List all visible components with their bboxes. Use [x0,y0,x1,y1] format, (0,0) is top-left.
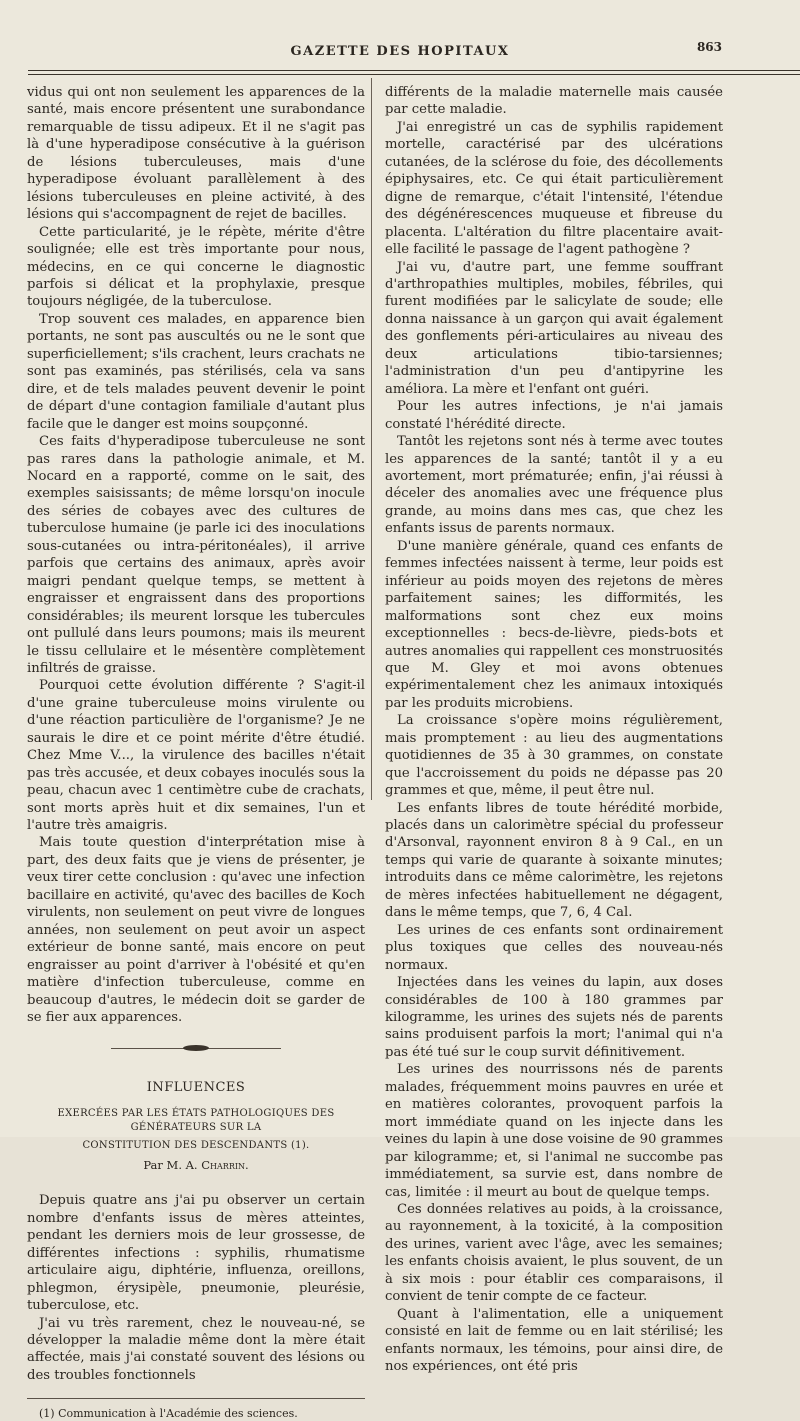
byline [27,1157,365,1174]
left-column [27,84,365,1421]
column-divider [371,78,372,800]
paragraph: La croissance s'opère moins régulièrement, mais promptement : au lieu des augmentations quotidiennes de 35 à 30 grammes, on constate que l'accroissement du poids ne dépasse pas 20 grammes et que, même, il peut être nul. [385,713,723,799]
section-separator [111,1048,281,1055]
paragraph: Ces faits d'hyperadipose tuberculeuse ne sont pas rares dans la pathologie animale, et M. Nocard en a rapporté, comme on le sait, des exemples saisissants; de même lorsqu'on inocule des séries de cobayes avec des cultures de tuberculose humaine (je parle ici des inoculations sous-cutanées ou intra-péritonéales), il arrive parfois que certains des animaux, après avoir maigri pendant quelque temps, se mettent à engraisser et engraissent dans des proportions considérables; ils meurent lorsque les tubercules ont pullulé dans leurs poumons; mais ils meurent le tissu cellulaire et le mésentère complètement infiltrés de graisse. [27,434,365,676]
running-head [0,40,800,64]
paragraph: Injectées dans les veines du lapin, aux doses considérables de 100 à 180 grammes par kilogramme, les urines des sujets nés de parents sains produisent parfois la mort; l'animal qui n'a pas été tué sur le coup survit définitivement. [385,975,723,1060]
section-title: INFLUENCES [146,1080,246,1096]
paragraph: Les urines de ces enfants sont ordinairement plus toxiques que celles des nouveau-nés normaux. [385,922,723,973]
paragraph: Depuis quatre ans j'ai pu observer un certain nombre d'enfants issus de mères atteintes, pendant les derniers mois de leur grossesse, de différentes infections : syphilis, rhumatisme articulaire aigu, diphtérie, influenza, oreillons, phlegmon, érysipèle, pneumonie, pleurésie, tuberculose, etc. [27,1193,365,1314]
author-name: Charrin. [201,1157,249,1172]
paragraph: différents de la maladie maternelle mais causée par cette maladie. [385,85,723,118]
byline-prefix: Par M. A. [143,1157,198,1172]
paragraph: Quant à l'alimentation, elle a uniquement consisté en lait de femme ou en lait stérilisé; les enfants normaux, les témoins, pour ainsi dire, de nos expériences, ont été pris [385,1306,723,1375]
page-number: 863 [696,40,722,54]
header-rule-top [28,70,800,71]
paragraph: Ces données relatives au poids, à la croissance, au rayonnement, à la toxicité, à la composition des urines, varient avec l'âge, avec les semaines; les enfants choisis avaient, le plus souvent, de un à six mois : pour établir ces comparaisons, il convient de tenir compte de ce facteur. [385,1202,723,1305]
paragraph: Cette particularité, je le répète, mérite d'être soulignée; elle est très importante pour nous, médecins, en ce qui concerne le diagnostic parfois si délicat et la prophylaxie, presque toujours négligée, de la tuberculose. [27,224,365,310]
paragraph: Tantôt les rejetons sont nés à terme avec toutes les apparences de la santé; tantôt il y a eu avortement, mort prématurée; enfin, j'ai réussi à déceler des anomalies avec une fréquence plus grande, au moins dans mes cas, que chez les enfants issus de parents normaux. [385,434,723,537]
right-column [385,84,723,1376]
paragraph: Pourquoi cette évolution différente ? S'agit-il d'une graine tuberculeuse moins virulente ou d'une réaction particulière de l'organisme? Je ne saurais le dire et ce point mérite d'être étudié. Chez Mme V..., la virulence des bacilles n'était pas très accusée, et deux cobayes inoculés sous la peau, chacun avec 1 centimètre cube de crachats, sont morts après huit et dix semaines, l'un et l'autre très amaigris. [27,678,365,834]
paragraph: D'une manière générale, quand ces enfants de femmes infectées naissent à terme, leur poids est inférieur au poids moyen des rejetons de mères parfaitement saines; les difformités, les malformations sont chez eux moins exceptionnelles : becs-de-lièvre, pieds-bots et autres anomalies qui rappellent ces monstruosités que M. Gley et moi avons obtenues expérimentalement chez les animaux intoxiqués par les produits microbiens. [385,538,723,711]
section-subtitle: EXERCÉES PAR LES ÉTATS PATHOLOGIQUES DES GÉNÉRATEURS SUR LA [57,1107,335,1133]
paragraph: Les enfants libres de toute hérédité morbide, placés dans un calorimètre spécial du professeur d'Arsonval, rayonnent environ 8 à 9 Cal., en un temps qui varie de quarante à soixante minutes; introduits dans ce même calorimètre, les rejetons de mères infectées habituellement ne dégagent, dans le même temps, que 7, 6, 4 Cal. [385,800,723,921]
section-subtitle: CONSTITUTION DES DESCENDANTS (1). [82,1139,310,1151]
footnote-rule [27,1398,365,1399]
paragraph: J'ai vu, d'autre part, une femme souffrant d'arthropathies multiples, mobiles, fébriles, qui furent modifiées par le salicylate de soude; elle donna naissance à un garçon qui avait également des gonflements péri-articulaires au niveau des deux articulations tibio-tarsiennes; l'administration d'un peu d'antipyrine les améliora. La mère et l'enfant ont guéri. [385,259,723,397]
paragraph: Mais toute question d'interprétation mise à part, des deux faits que je viens de présenter, je veux tirer cette conclusion : qu'avec une infection bacillaire en activité, qu'avec des bacilles de Koch virulents, non seulement on peut vivre de longues années, non seulement on peut avoir un aspect extérieur de bonne santé, mais encore on peut engraisser au point d'arriver à l'obésité et qu'en matière d'infection tuberculeuse, comme en beaucoup d'autres, le médecin doit se garder de se fier aux apparences. [27,835,365,1026]
paragraph: Les urines des nourrissons nés de parents malades, fréquemment moins pauvres en urée et en matières colorantes, provoquent parfois la mort immédiate quand on les injecte dans les veines du lapin à une dose voisine de 90 grammes par kilogramme; et, si l'animal ne succombe pas immédiatement, sa survie est, dans nombre de cas, limitée : il meurt au bout de quelque temps. [385,1062,723,1200]
paragraph: J'ai enregistré un cas de syphilis rapidement mortelle, caractérisé par des ulcérations cutanées, de la sclérose du foie, des décollements épiphysaires, etc. Ce qui était particulièrement digne de remarque, c'était l'intensité, l'étendue des dégénérescences muqueuse et fibreuse du placenta. L'altération du filtre placentaire avait-elle facilité le passage de l'agent pathogène ? [385,119,723,258]
paragraph: J'ai vu très rarement, chez le nouveau-né, se développer la maladie même dont la mère était affectée, mais j'ai constaté souvent des lésions ou des troubles fonctionnels [27,1315,365,1383]
journal-title: GAZETTE DES HOPITAUX [290,44,510,59]
footnote: (1) Communication à l'Académie des sciences. [39,1407,298,1421]
header-rule-bottom [28,74,800,75]
paragraph: Pour les autres infections, je n'ai jamais constaté l'hérédité directe. [385,399,723,432]
paragraph: Trop souvent ces malades, en apparence bien portants, ne sont pas auscultés ou ne le sont que superficiellement; s'ils crachent, leurs crachats ne sont pas examinés, pas stérilisés, cela va sans dire, et de tels malades peuvent devenir le point de départ d'une contagion familiale d'autant plus facile que le danger est moins soupçonné. [27,311,365,432]
paragraph: vidus qui ont non seulement les apparences de la santé, mais encore présentent une surabondance remarquable de tissu adipeux. Et il ne s'agit pas là d'une hyperadipose consécutive à la guérison de lésions tuberculeuses, mais d'une hyperadipose évoluant parallèlement à des lésions tuberculeuses en pleine activité, à des lésions qui s'accompagnent de rejet de bacilles. [27,85,365,223]
